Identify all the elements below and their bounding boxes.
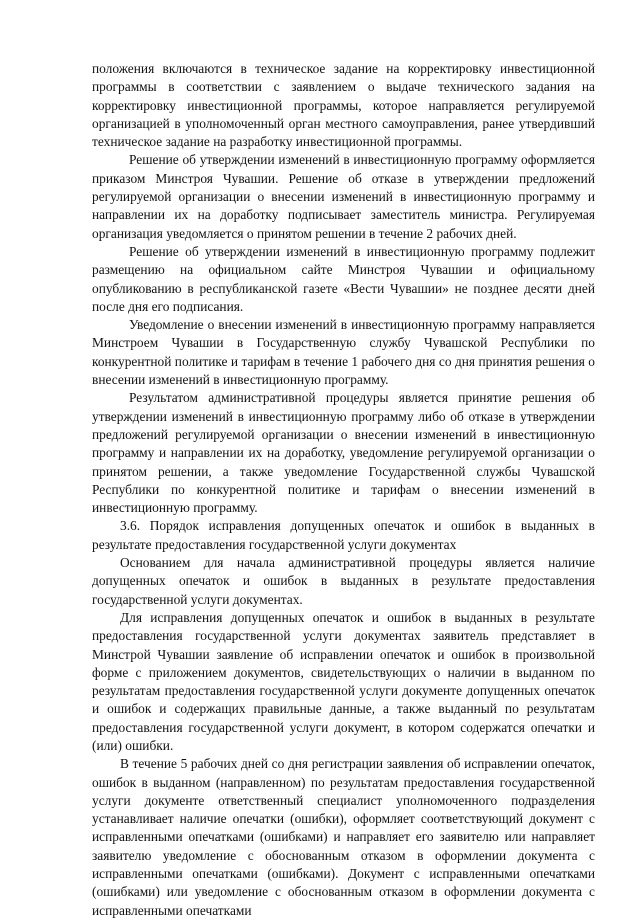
- paragraph-continuation: положения включаются в техническое задание на корректировку инвестиционной программы в соответствии с заявлением о выдаче технического задания на корректировку инвестиционной программы, которое направляется регулируемой организацией в уполномоченный орган местного самоуправления, ранее утвердивший техническое задание на разработку инвестиционной программы.: [92, 61, 595, 150]
- document-page: [92, 60, 595, 920]
- paragraph-publication: Решение об утверждении изменений в инвестиционную программу подлежит размещению на официальном сайте Минстроя Чувашии и официальному опубликованию в республиканской газете «Вести Чувашии» не позднее десяти дней после дня его подписания.: [92, 243, 595, 314]
- paragraph-approval-order: Решение об утверждении изменений в инвестиционную программу оформляется приказом Минстроя Чувашии. Решение об отказе в утверждении предложений регулируемой организации о внесении изменений в инвестиционную программу и направлении их на доработку подписывает заместитель министра. Регулируемая организация уведомляется о принятом решении в течение 2 рабочих дней.: [92, 152, 595, 241]
- paragraph-basis: Основанием для начала административной процедуры является наличие допущенных опечаток и ошибок в выданных в результате предоставления государственной услуги документах.: [92, 555, 595, 607]
- paragraph-result: Результатом административной процедуры является принятие решения об утверждении изменений в инвестиционную программу либо об отказе в утверждении предложений регулируемой организации о внесении изменений в инвестиционную программу и направлении их на доработку, уведомление регулируемой организации о принятом решении, а также уведомление Государственной службы Чувашской Республики по конкурентной политике и тарифам о внесении изменений в инвестиционную программу.: [92, 390, 595, 516]
- section-heading-3-6: 3.6. Порядок исправления допущенных опечаток и ошибок в выданных в результате предоставления государственной услуги документах: [92, 518, 595, 552]
- paragraph-correction-request: Для исправления допущенных опечаток и ошибок в выданных в результате предоставления государственной услуги документах заявитель представляет в Минстрой Чувашии заявление об исправлении опечаток и ошибок в произвольной форме с приложением документов, свидетельствующих о наличии в выданном по результатам предоставления государственной услуги документе допущенных опечаток и ошибок и содержащих правильные данные, а также выданный по результатам предоставления государственной услуги документ, в котором содержатся опечатки и (или) ошибки.: [92, 609, 595, 753]
- paragraph-notification: Уведомление о внесении изменений в инвестиционную программу направляется Минстроем Чувашии в Государственную службу Чувашской Республики по конкурентной политике и тарифам в течение 1 рабочего дня со дня принятия решения о внесении изменений в инвестиционную программу.: [92, 317, 595, 388]
- paragraph-correction-deadline: В течение 5 рабочих дней со дня регистрации заявления об исправлении опечаток, ошибок в выданном (направленном) по результатам предоставления государственной услуги документе ответственный специалист уполномоченного подразделения устанавливает наличие опечатки (ошибки), оформляет соответствующий документ с исправленными опечатками (ошибками) и направляет его заявителю или направляет заявителю уведомление с обоснованным отказом в оформлении документа с исправленными опечатками (ошибками). Документ с исправленными опечатками (ошибками) или уведомление с обоснованным отказом в оформлении документа с исправленными опечатками: [92, 756, 595, 918]
